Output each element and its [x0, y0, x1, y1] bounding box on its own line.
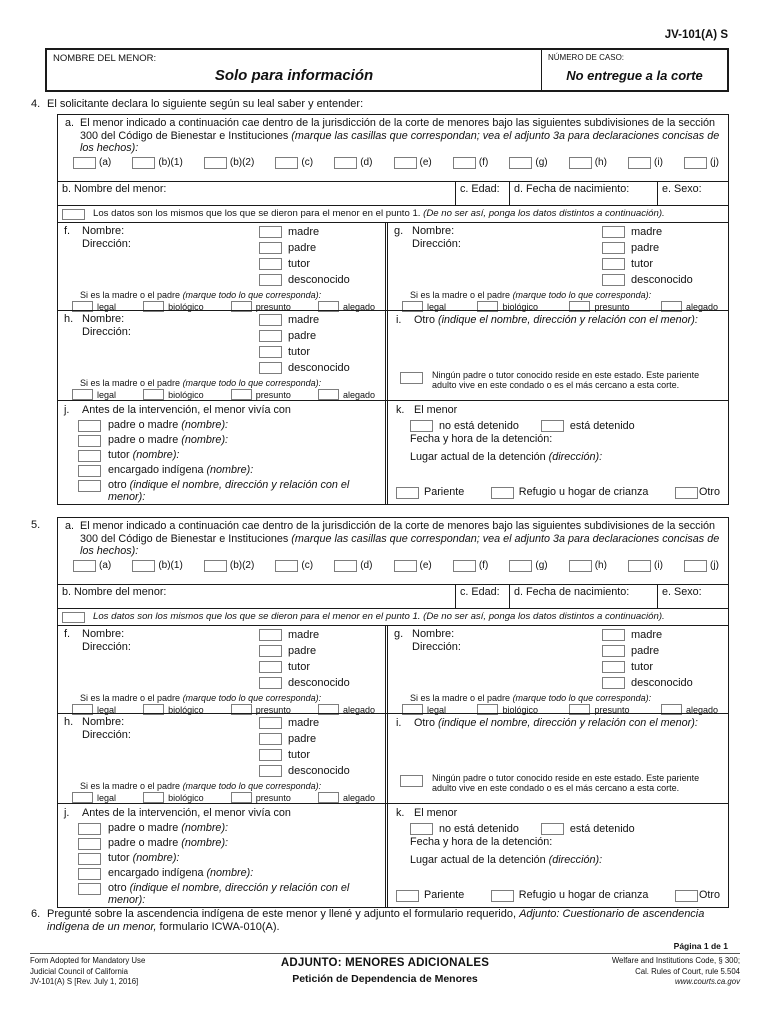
item-6-text: Pregunté sobre la ascendencia indígena de este menor y llené y adjunto el formulario requerido, Adjunto: Cuestionario de ascendencia indígena de un menor, formulario ICWA-010(A).: [47, 908, 705, 933]
checkbox-not-detained[interactable]: [410, 420, 433, 432]
checkbox-madre[interactable]: [259, 314, 282, 326]
label-f: f.: [64, 225, 71, 237]
checkbox-label: tutor: [631, 660, 654, 673]
checkbox-label: otro (indique el nombre, dirección y relación con el menor):: [108, 478, 350, 504]
name-label[interactable]: Nombre:: [82, 313, 125, 325]
checkbox-label: alegado: [342, 301, 375, 312]
checkbox-label: (h): [594, 157, 607, 169]
checkbox-madre[interactable]: [259, 226, 282, 238]
checkbox-refugio[interactable]: [491, 487, 514, 499]
item-4-text: El solicitante declara lo siguiente según su leal saber y entender:: [47, 98, 364, 110]
lived-with-j-block: [58, 401, 385, 504]
jurisdiction-checkbox-row: [63, 558, 723, 572]
birthdate-cell[interactable]: d. Fecha de nacimiento:: [509, 182, 657, 205]
checkbox-pariente[interactable]: [396, 890, 419, 902]
checkbox-label: legal: [97, 792, 117, 803]
checkbox-300g[interactable]: [509, 157, 532, 169]
parent-h-block: [58, 311, 385, 400]
detention-title: El menor: [414, 807, 458, 819]
label-j: j.: [64, 807, 70, 819]
checkbox-otro[interactable]: [78, 883, 101, 895]
checkbox-label: biológico: [502, 704, 538, 715]
name-label[interactable]: Nombre:: [82, 716, 125, 728]
checkbox-label: madre: [288, 226, 320, 238]
checkbox-presunto[interactable]: [231, 389, 252, 400]
checkbox-label: padre o madre (nombre):: [108, 821, 229, 834]
checkbox-label: biológico: [168, 389, 204, 400]
checkbox-label: tutor (nombre):: [108, 851, 180, 864]
checkbox-not-detained[interactable]: [410, 823, 433, 835]
checkbox-label: tutor: [288, 345, 311, 358]
checkbox-label: (j): [710, 560, 719, 572]
label-g: g.: [394, 225, 404, 237]
row-5fg: [58, 625, 728, 713]
checkbox-label: desconocido: [631, 676, 693, 689]
checkbox-300e[interactable]: [394, 157, 417, 169]
footer-form-title: ADJUNTO: MENORES ADICIONALES Petición de Dependencia de Menores: [280, 957, 490, 985]
checkbox-label: (b)(2): [229, 157, 255, 169]
birthdate-cell[interactable]: d. Fecha de nacimiento:: [509, 585, 657, 608]
row-5hi: [58, 713, 728, 803]
checkbox-label: presunto: [594, 704, 630, 715]
checkbox-encargado-indigena[interactable]: [78, 465, 101, 477]
checkbox-label: Pariente: [424, 486, 465, 499]
checkbox-label: encargado indígena (nombre):: [108, 866, 254, 879]
page-count-label: Página 1 de 1: [673, 941, 728, 951]
other-i-block: [385, 714, 728, 803]
label-5a: a.: [65, 520, 75, 532]
checkbox-label: (h): [594, 560, 607, 572]
checkbox-label: (i): [654, 560, 663, 572]
checkbox-alegado[interactable]: [318, 792, 339, 803]
row-4fg: [58, 222, 728, 310]
age-cell[interactable]: c. Edad:: [455, 182, 509, 205]
if-parent-label: Si es la madre o el padre (marque todo lo que corresponda):: [80, 289, 322, 300]
checkbox-label: encargado indígena (nombre):: [108, 463, 254, 476]
case-number-value: No entregue a la corte: [566, 68, 703, 83]
item-5-number: 5.: [31, 519, 41, 531]
checkbox-pariente[interactable]: [396, 487, 419, 499]
checkbox-label: madre: [631, 629, 663, 641]
checkbox-padre[interactable]: [602, 242, 625, 254]
section-4-box: [57, 114, 729, 505]
parent-f-block: [58, 626, 385, 713]
checkbox-tutor[interactable]: [602, 661, 625, 673]
checkbox-padre[interactable]: [259, 733, 282, 745]
checkbox-label: padre o madre (nombre):: [108, 418, 229, 431]
checkbox-label: desconocido: [288, 273, 350, 286]
checkbox-300a[interactable]: [73, 157, 96, 169]
checkbox-alegado[interactable]: [318, 389, 339, 400]
sex-cell[interactable]: e. Sexo:: [657, 182, 728, 205]
checkbox-label: (f): [478, 157, 489, 169]
address-label[interactable]: Dirección:: [82, 325, 131, 338]
checkbox-label: biológico: [168, 704, 204, 715]
parent-h-block: [58, 714, 385, 803]
checkbox-label: madre: [288, 629, 320, 641]
checkbox-label: tutor: [288, 748, 311, 761]
checkbox-label: (d): [360, 560, 373, 572]
checkbox-label: padre: [288, 644, 317, 657]
jurisdiction-checkbox-row: [63, 155, 723, 169]
checkbox-label: presunto: [594, 301, 630, 312]
checkbox-tutor[interactable]: [259, 749, 282, 761]
checkbox-300h[interactable]: [569, 560, 592, 572]
checkbox-label: (e): [419, 157, 432, 169]
detention-datetime-field[interactable]: Fecha y hora de la detención:: [410, 433, 553, 446]
form-number: JV-101(A) S: [664, 29, 728, 41]
checkbox-label: tutor: [288, 660, 311, 673]
row-4-same-data: [58, 205, 728, 222]
checkbox-desconocido[interactable]: [259, 362, 282, 374]
checkbox-tutor[interactable]: [602, 258, 625, 270]
checkbox-padre[interactable]: [259, 330, 282, 342]
checkbox-300c[interactable]: [275, 157, 298, 169]
checkbox-label: Ningún padre o tutor conocido reside en este estado. Este pariente adulto vive en este condado o es el más cercano a esta corte.: [432, 369, 700, 391]
minor-name-cell[interactable]: b. Nombre del menor:: [62, 586, 167, 598]
checkbox-300f[interactable]: [453, 157, 476, 169]
age-cell[interactable]: c. Edad:: [455, 585, 509, 608]
checkbox-otro-lugar[interactable]: [675, 890, 698, 902]
checkbox-300b1[interactable]: [132, 560, 155, 572]
row-4jk: [58, 400, 728, 504]
label-i: i.: [396, 717, 402, 729]
checkbox-label: (c): [301, 157, 314, 169]
checkbox-label: padre o madre (nombre):: [108, 836, 229, 849]
checkbox-label: biológico: [168, 301, 204, 312]
checkbox-label: otro (indique el nombre, dirección y relación con el menor):: [108, 881, 350, 907]
other-i-block: [385, 311, 728, 400]
checkbox-label: no está detenido: [439, 419, 519, 432]
checkbox-label: alegado: [342, 389, 375, 400]
checkbox-detained[interactable]: [541, 823, 564, 835]
lived-with-title: Antes de la intervención, el menor vivía con: [82, 404, 291, 416]
checkbox-label: (b)(2): [229, 560, 255, 572]
parent-f-block: [58, 223, 385, 310]
checkbox-label: alegado: [342, 792, 375, 803]
checkbox-same-data[interactable]: [62, 209, 85, 220]
label-i: i.: [396, 314, 402, 326]
case-number-label: NÚMERO DE CASO:: [548, 53, 625, 62]
checkbox-300c[interactable]: [275, 560, 298, 572]
checkbox-label: está detenido: [569, 822, 635, 835]
label-4a: a.: [65, 117, 75, 129]
checkbox-padre-o-madre-2[interactable]: [78, 838, 101, 850]
checkbox-madre[interactable]: [259, 629, 282, 641]
row-5bcde: [58, 584, 728, 608]
if-parent-label: Si es la madre o el padre (marque todo lo que corresponda):: [80, 692, 322, 703]
label-k: k.: [396, 404, 405, 416]
checkbox-label: (d): [360, 157, 373, 169]
courts-website-link[interactable]: www.courts.ca.gov: [675, 977, 740, 987]
checkbox-label: presunto: [255, 792, 291, 803]
name-label[interactable]: Nombre:: [82, 628, 125, 640]
checkbox-label: tutor (nombre):: [108, 448, 180, 461]
checkbox-label: padre: [288, 732, 317, 745]
if-parent-label: Si es la madre o el padre (marque todo lo que corresponda):: [410, 289, 652, 300]
checkbox-label: legal: [97, 389, 117, 400]
address-label[interactable]: Dirección:: [82, 237, 131, 250]
checkbox-otro[interactable]: [78, 480, 101, 492]
checkbox-label: legal: [97, 301, 117, 312]
checkbox-tutor-nombre[interactable]: [78, 450, 101, 462]
checkbox-presunto[interactable]: [231, 792, 252, 803]
checkbox-label: Refugio u hogar de crianza: [518, 486, 649, 499]
checkbox-label: (g): [535, 560, 548, 572]
row-4a: [58, 115, 728, 181]
checkbox-300i[interactable]: [628, 157, 651, 169]
checkbox-biologico[interactable]: [143, 389, 164, 400]
caption-box: [45, 48, 729, 92]
detention-datetime-field[interactable]: Fecha y hora de la detención:: [410, 836, 553, 849]
row-4bcde: [58, 181, 728, 205]
checkbox-padre-o-madre-2[interactable]: [78, 435, 101, 447]
checkbox-label: padre: [631, 644, 660, 657]
checkbox-desconocido[interactable]: [602, 677, 625, 689]
checkbox-label: legal: [427, 301, 447, 312]
checkbox-desconocido[interactable]: [259, 274, 282, 286]
checkbox-label: (j): [710, 157, 719, 169]
lived-with-title: Antes de la intervención, el menor vivía con: [82, 807, 291, 819]
checkbox-label: madre: [288, 314, 320, 326]
checkbox-label: alegado: [342, 704, 375, 715]
checkbox-padre[interactable]: [259, 645, 282, 657]
checkbox-300f[interactable]: [453, 560, 476, 572]
checkbox-madre[interactable]: [602, 226, 625, 238]
case-number-field[interactable]: [541, 50, 727, 90]
checkbox-padre[interactable]: [259, 242, 282, 254]
checkbox-madre[interactable]: [602, 629, 625, 641]
name-label[interactable]: Nombre:: [412, 628, 455, 640]
address-label[interactable]: Dirección:: [82, 728, 131, 741]
item-4-intro: [31, 98, 731, 111]
checkbox-biologico[interactable]: [143, 792, 164, 803]
checkbox-label: (f): [478, 560, 489, 572]
row-5-same-data: [58, 608, 728, 625]
minor-name-value: Solo para información: [214, 67, 374, 84]
checkbox-label: está detenido: [569, 419, 635, 432]
checkbox-label: tutor: [631, 257, 654, 270]
checkbox-300b2[interactable]: [204, 157, 227, 169]
detention-location-field[interactable]: Lugar actual de la detención (dirección):: [410, 854, 603, 867]
checkbox-label: (b)(1): [158, 157, 183, 169]
checkbox-label: Ningún padre o tutor conocido reside en este estado. Este pariente adulto vive en este condado o es el más cercano a esta corte.: [432, 772, 700, 794]
checkbox-label: (a): [99, 560, 112, 572]
item-4-number: 4.: [31, 98, 41, 110]
address-label[interactable]: Dirección:: [412, 640, 461, 653]
name-label[interactable]: Nombre:: [412, 225, 455, 237]
checkbox-label: biológico: [168, 792, 204, 803]
checkbox-label: (g): [535, 157, 548, 169]
checkbox-tutor[interactable]: [259, 258, 282, 270]
checkbox-label: Pariente: [424, 889, 465, 902]
label-h: h.: [64, 716, 74, 728]
checkbox-label: desconocido: [288, 361, 350, 374]
checkbox-no-parent-in-state[interactable]: [400, 775, 423, 787]
checkbox-label: (i): [654, 157, 663, 169]
checkbox-legal[interactable]: [72, 792, 93, 803]
checkbox-desconocido[interactable]: [259, 677, 282, 689]
if-parent-label: Si es la madre o el padre (marque todo lo que corresponda):: [80, 377, 322, 388]
checkbox-300a[interactable]: [73, 560, 96, 572]
checkbox-label: padre o madre (nombre):: [108, 433, 229, 446]
detention-k-block: [385, 401, 728, 504]
if-parent-label: Si es la madre o el padre (marque todo lo que corresponda):: [80, 780, 322, 791]
checkbox-label: (e): [419, 560, 432, 572]
checkbox-label: madre: [631, 226, 663, 238]
checkbox-label: Otro: [699, 889, 720, 902]
lived-with-j-block: [58, 804, 385, 907]
checkbox-label: (c): [301, 560, 314, 572]
checkbox-label: legal: [97, 704, 117, 715]
checkbox-300b2[interactable]: [204, 560, 227, 572]
same-data-text: Los datos son los mismos que los que se dieron para el menor en el punto 1. (De no ser así, ponga los datos distintos a continuación).: [93, 611, 665, 623]
checkbox-legal[interactable]: [72, 389, 93, 400]
checkbox-label: (b)(1): [158, 560, 183, 572]
detention-k-block: [385, 804, 728, 907]
other-title[interactable]: Otro (indique el nombre, dirección y relación con el menor):: [414, 717, 698, 729]
parent-g-block: [385, 626, 728, 713]
checkbox-label: tutor: [288, 257, 311, 270]
checkbox-label: legal: [427, 704, 447, 715]
footer-adoption-note: Form Adopted for Mandatory Use Judicial Council of California JV-101(A) S [Rev. July 1, 2016]: [30, 956, 146, 987]
checkbox-no-parent-in-state[interactable]: [400, 372, 423, 384]
checkbox-label: padre: [288, 329, 317, 342]
item-6: [31, 908, 731, 934]
checkbox-label: biológico: [502, 301, 538, 312]
row-5jk: [58, 803, 728, 907]
checkbox-300g[interactable]: [509, 560, 532, 572]
checkbox-label: Refugio u hogar de crianza: [518, 889, 649, 902]
other-title[interactable]: Otro (indique el nombre, dirección y relación con el menor):: [414, 314, 698, 326]
checkbox-refugio[interactable]: [491, 890, 514, 902]
minor-name-cell[interactable]: b. Nombre del menor:: [62, 183, 167, 195]
checkbox-tutor[interactable]: [259, 346, 282, 358]
checkbox-300d[interactable]: [334, 157, 357, 169]
checkbox-encargado-indigena[interactable]: [78, 868, 101, 880]
checkbox-tutor[interactable]: [259, 661, 282, 673]
footer-legal-refs: Welfare and Institutions Code, § 300; Cal. Rules of Court, rule 5.504 www.courts.ca.gov: [540, 956, 740, 988]
checkbox-label: presunto: [255, 704, 291, 715]
checkbox-300d[interactable]: [334, 560, 357, 572]
label-f: f.: [64, 628, 71, 640]
minor-name-field[interactable]: [47, 50, 541, 90]
section-5-box: [57, 517, 729, 908]
sex-cell[interactable]: e. Sexo:: [657, 585, 728, 608]
address-label[interactable]: Dirección:: [82, 640, 131, 653]
checkbox-label: desconocido: [631, 273, 693, 286]
name-label[interactable]: Nombre:: [82, 225, 125, 237]
checkbox-label: alegado: [685, 704, 718, 715]
checkbox-300j[interactable]: [684, 157, 707, 169]
parent-g-block: [385, 223, 728, 310]
detention-title: El menor: [414, 404, 458, 416]
checkbox-padre[interactable]: [602, 645, 625, 657]
checkbox-300b1[interactable]: [132, 157, 155, 169]
minor-name-label: NOMBRE DEL MENOR:: [53, 53, 157, 64]
address-label[interactable]: Dirección:: [412, 237, 461, 250]
checkbox-padre-o-madre-1[interactable]: [78, 420, 101, 432]
checkbox-same-data[interactable]: [62, 612, 85, 623]
checkbox-label: presunto: [255, 301, 291, 312]
checkbox-300h[interactable]: [569, 157, 592, 169]
checkbox-label: (a): [99, 157, 112, 169]
label-h: h.: [64, 313, 74, 325]
if-parent-label: Si es la madre o el padre (marque todo lo que corresponda):: [410, 692, 652, 703]
label-g: g.: [394, 628, 404, 640]
checkbox-label: Otro: [699, 486, 720, 499]
checkbox-desconocido[interactable]: [602, 274, 625, 286]
row-5a: [58, 518, 728, 584]
footer-rule: [30, 953, 740, 954]
checkbox-label: padre: [631, 241, 660, 254]
footer: [30, 956, 740, 988]
jurisdiction-text: El menor indicado a continuación cae dentro de la jurisdicción de la corte de menores bajo las siguientes subdivisiones de la sección 300 del Código de Bienestar e Instituciones (marque las casillas que correspondan; vea el adjunto 3a para declaraciones concisas de los hechos):: [80, 117, 720, 155]
detention-location-field[interactable]: Lugar actual de la detención (dirección):: [410, 451, 603, 464]
checkbox-desconocido[interactable]: [259, 765, 282, 777]
checkbox-label: madre: [288, 717, 320, 729]
checkbox-tutor-nombre[interactable]: [78, 853, 101, 865]
jurisdiction-text: El menor indicado a continuación cae dentro de la jurisdicción de la corte de menores bajo las siguientes subdivisiones de la sección 300 del Código de Bienestar e Instituciones (marque las casillas que correspondan; vea el adjunto 3a para declaraciones concisas de los hechos):: [80, 520, 720, 558]
label-k: k.: [396, 807, 405, 819]
same-data-text: Los datos son los mismos que los que se dieron para el menor en el punto 1. (De no ser así, ponga los datos distintos a continuación).: [93, 208, 665, 220]
checkbox-madre[interactable]: [259, 717, 282, 729]
item-6-number: 6.: [31, 908, 41, 920]
checkbox-300i[interactable]: [628, 560, 651, 572]
checkbox-detained[interactable]: [541, 420, 564, 432]
checkbox-label: desconocido: [288, 676, 350, 689]
checkbox-300j[interactable]: [684, 560, 707, 572]
row-4hi: [58, 310, 728, 400]
checkbox-label: no está detenido: [439, 822, 519, 835]
label-j: j.: [64, 404, 70, 416]
checkbox-padre-o-madre-1[interactable]: [78, 823, 101, 835]
checkbox-label: padre: [288, 241, 317, 254]
checkbox-300e[interactable]: [394, 560, 417, 572]
checkbox-label: alegado: [685, 301, 718, 312]
checkbox-label: presunto: [255, 389, 291, 400]
checkbox-otro-lugar[interactable]: [675, 487, 698, 499]
checkbox-label: desconocido: [288, 764, 350, 777]
